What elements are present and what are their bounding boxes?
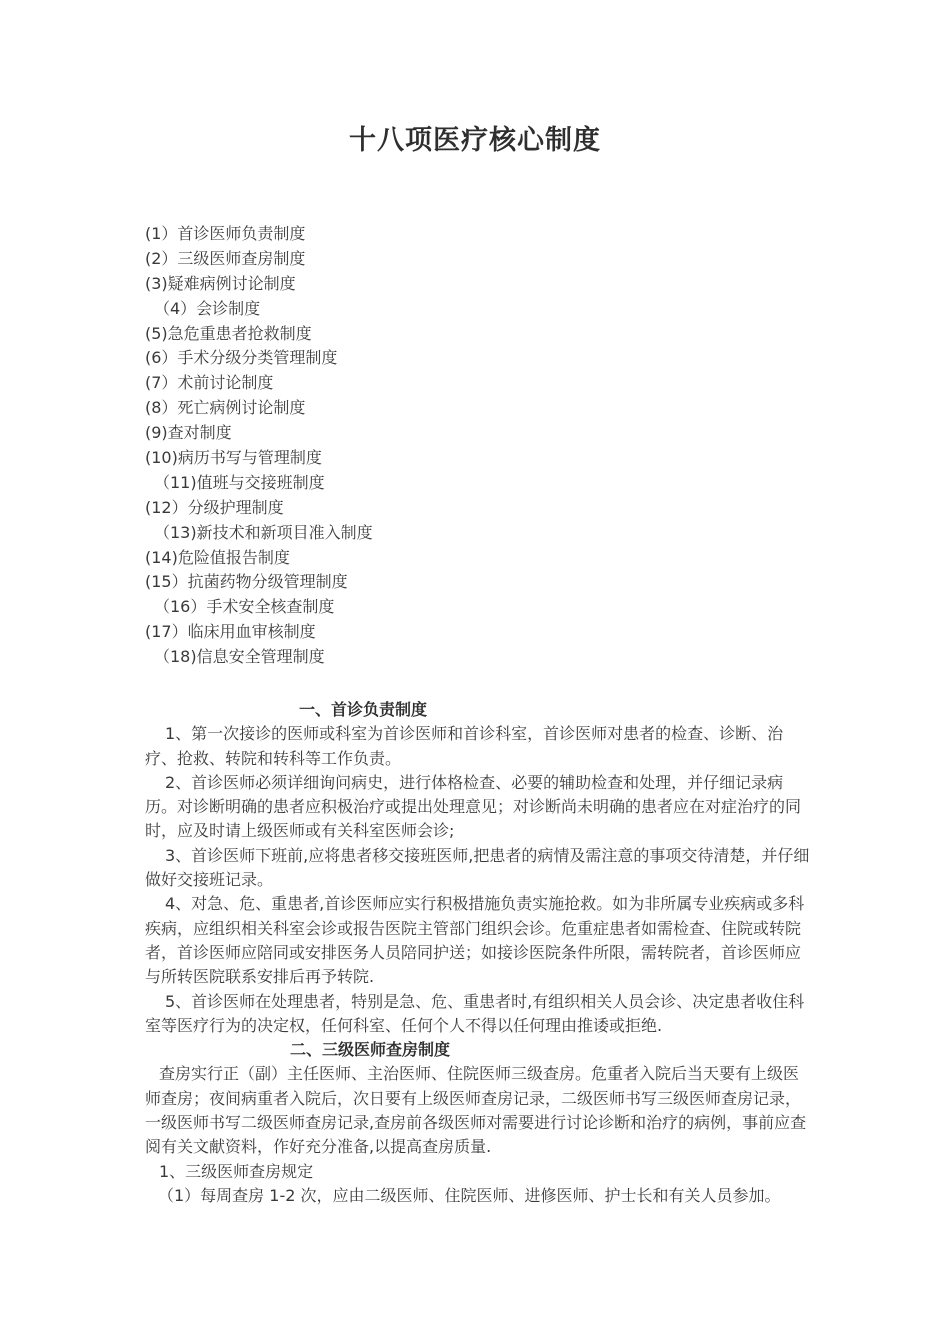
toc-item: (3)疑难病例讨论制度 xyxy=(145,273,296,293)
toc-item: (9)查对制度 xyxy=(145,423,232,443)
toc-item: （16）手术安全核查制度 xyxy=(154,597,335,617)
sub-item: （1）每周查房 1-2 次，应由二级医师、住院医师、进修医师、护士长和有关人员参加。 xyxy=(158,1185,781,1205)
toc-item: (6）手术分级分类管理制度 xyxy=(145,348,338,368)
paragraph: 查房实行正（副）主任医师、主治医师、住院医师三级查房。危重者入院后当天要有上级医师查房；夜间病重者入院后，次日要有上级医师查房记录，二级医师书写三级医师查房记录，一级医师书写二级医师查房记录,查房前各级医师对需要进行讨论诊断和治疗的病例，事前应查阅有关文献资料，作好充分准备,以提高查房质量. xyxy=(145,1064,807,1157)
paragraph: 5、首诊医师在处理患者，特别是急、危、重患者时,有组织相关人员会诊、决定患者收住科室等医疗行为的决定权，任何科室、任何个人不得以任何理由推诿或拒绝. xyxy=(145,991,805,1035)
toc-item: （13)新技术和新项目准入制度 xyxy=(154,522,373,542)
toc-item: （11)值班与交接班制度 xyxy=(154,472,325,492)
paragraph: 2、首诊医师必须详细询问病史，进行体格检查、必要的辅助检查和处理，并仔细记录病历。对诊断明确的患者应积极治疗或提出处理意见；对诊断尚未明确的患者应在对症治疗的同时，应及时请上级医师或有关科室医师会诊; xyxy=(145,772,802,841)
document-body xyxy=(145,698,813,1208)
paragraph: 3、首诊医师下班前,应将患者移交接班医师,把患者的病情及需注意的事项交待清楚，并仔细做好交接班记录。 xyxy=(145,845,810,890)
toc-item: （18)信息安全管理制度 xyxy=(154,647,325,667)
table-of-contents xyxy=(145,222,845,670)
toc-item: (2）三级医师查房制度 xyxy=(145,248,306,268)
toc-item: （4）会诊制度 xyxy=(154,298,261,318)
toc-item: (7）术前讨论制度 xyxy=(145,373,274,393)
toc-item: (5)急危重患者抢救制度 xyxy=(145,323,312,343)
sub-heading: 1、三级医师查房规定 xyxy=(159,1161,314,1181)
toc-item: (12）分级护理制度 xyxy=(145,497,284,517)
toc-item: (15）抗菌药物分级管理制度 xyxy=(145,572,348,592)
paragraph: 4、对急、危、重患者,首诊医师应实行积极措施负责实施抢救。如为非所属专业疾病或多科疾病，应组织相关科室会诊或报告医院主管部门组织会诊。危重症患者如需检查、住院或转院者，首诊医师应陪同或安排医务人员陪同护送；如接诊医院条件所限，需转院者，首诊医师应与所转医院联系安排后再予转院. xyxy=(145,894,805,987)
toc-item: (14)危险值报告制度 xyxy=(145,547,290,567)
toc-item: (10)病历书写与管理制度 xyxy=(145,448,322,468)
section-heading-ward-rounds: 二、三级医师查房制度 xyxy=(290,1040,451,1060)
toc-item: (1）首诊医师负责制度 xyxy=(145,224,306,243)
toc-item: (8）死亡病例讨论制度 xyxy=(145,398,306,418)
paragraph: 1、第一次接诊的医师或科室为首诊医师和首诊科室，首诊医师对患者的检查、诊断、治疗、抢救、转院和转科等工作负责。 xyxy=(145,724,784,768)
toc-item: (17）临床用血审核制度 xyxy=(145,622,316,642)
section-heading-first-visit: 一、首诊负责制度 xyxy=(299,700,428,719)
document-title: 十八项医疗核心制度 xyxy=(349,125,601,156)
